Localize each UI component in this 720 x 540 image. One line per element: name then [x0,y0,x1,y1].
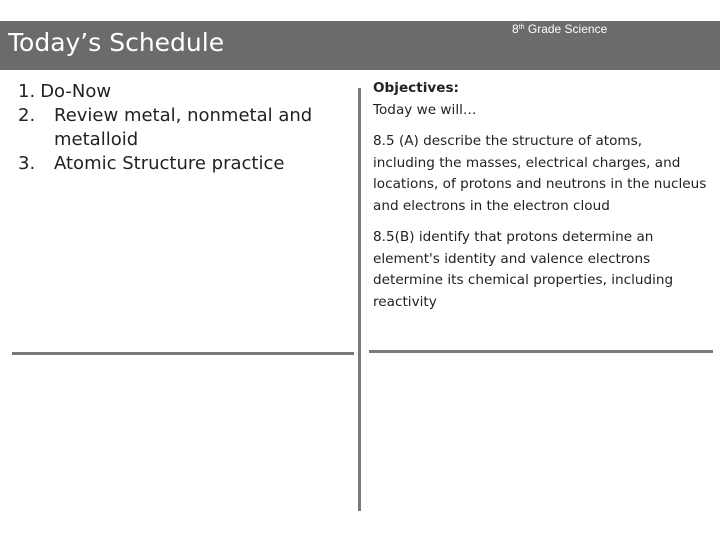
objectives-heading: Objectives: [373,80,459,96]
schedule-item-text: Atomic Structure practice [54,153,285,174]
schedule-list [18,80,338,176]
subject-label [512,22,607,36]
subject-ordinal: th [518,24,525,31]
schedule-item [18,80,338,104]
objective-item: 8.5(B) identify that protons determine an element's identity and valence electrons determine its chemical properties, including reactivity [373,229,674,310]
schedule-item [18,152,338,176]
objectives-panel [373,78,708,323]
schedule-item-number: 3. [18,153,36,174]
schedule-item-text: Do-Now [40,81,112,102]
center-divider [358,88,361,511]
left-divider [12,352,354,355]
subject-grade: 8 [512,22,519,36]
objective-item: 8.5 (A) describe the structure of atoms, including the masses, electrical charges, and locations, of protons and neutrons in the nucleus and electrons in the electron cloud [373,133,707,214]
schedule-item-number: 1. [18,81,36,102]
schedule-item-text: Review metal, nonmetal and metalloid [54,105,313,150]
subject-name: Grade Science [524,22,608,36]
schedule-item [18,104,338,152]
schedule-item-number: 2. [18,105,36,126]
objectives-intro: Today we will… [373,101,477,118]
right-divider [369,350,713,353]
page-title: Today’s Schedule [8,28,225,57]
